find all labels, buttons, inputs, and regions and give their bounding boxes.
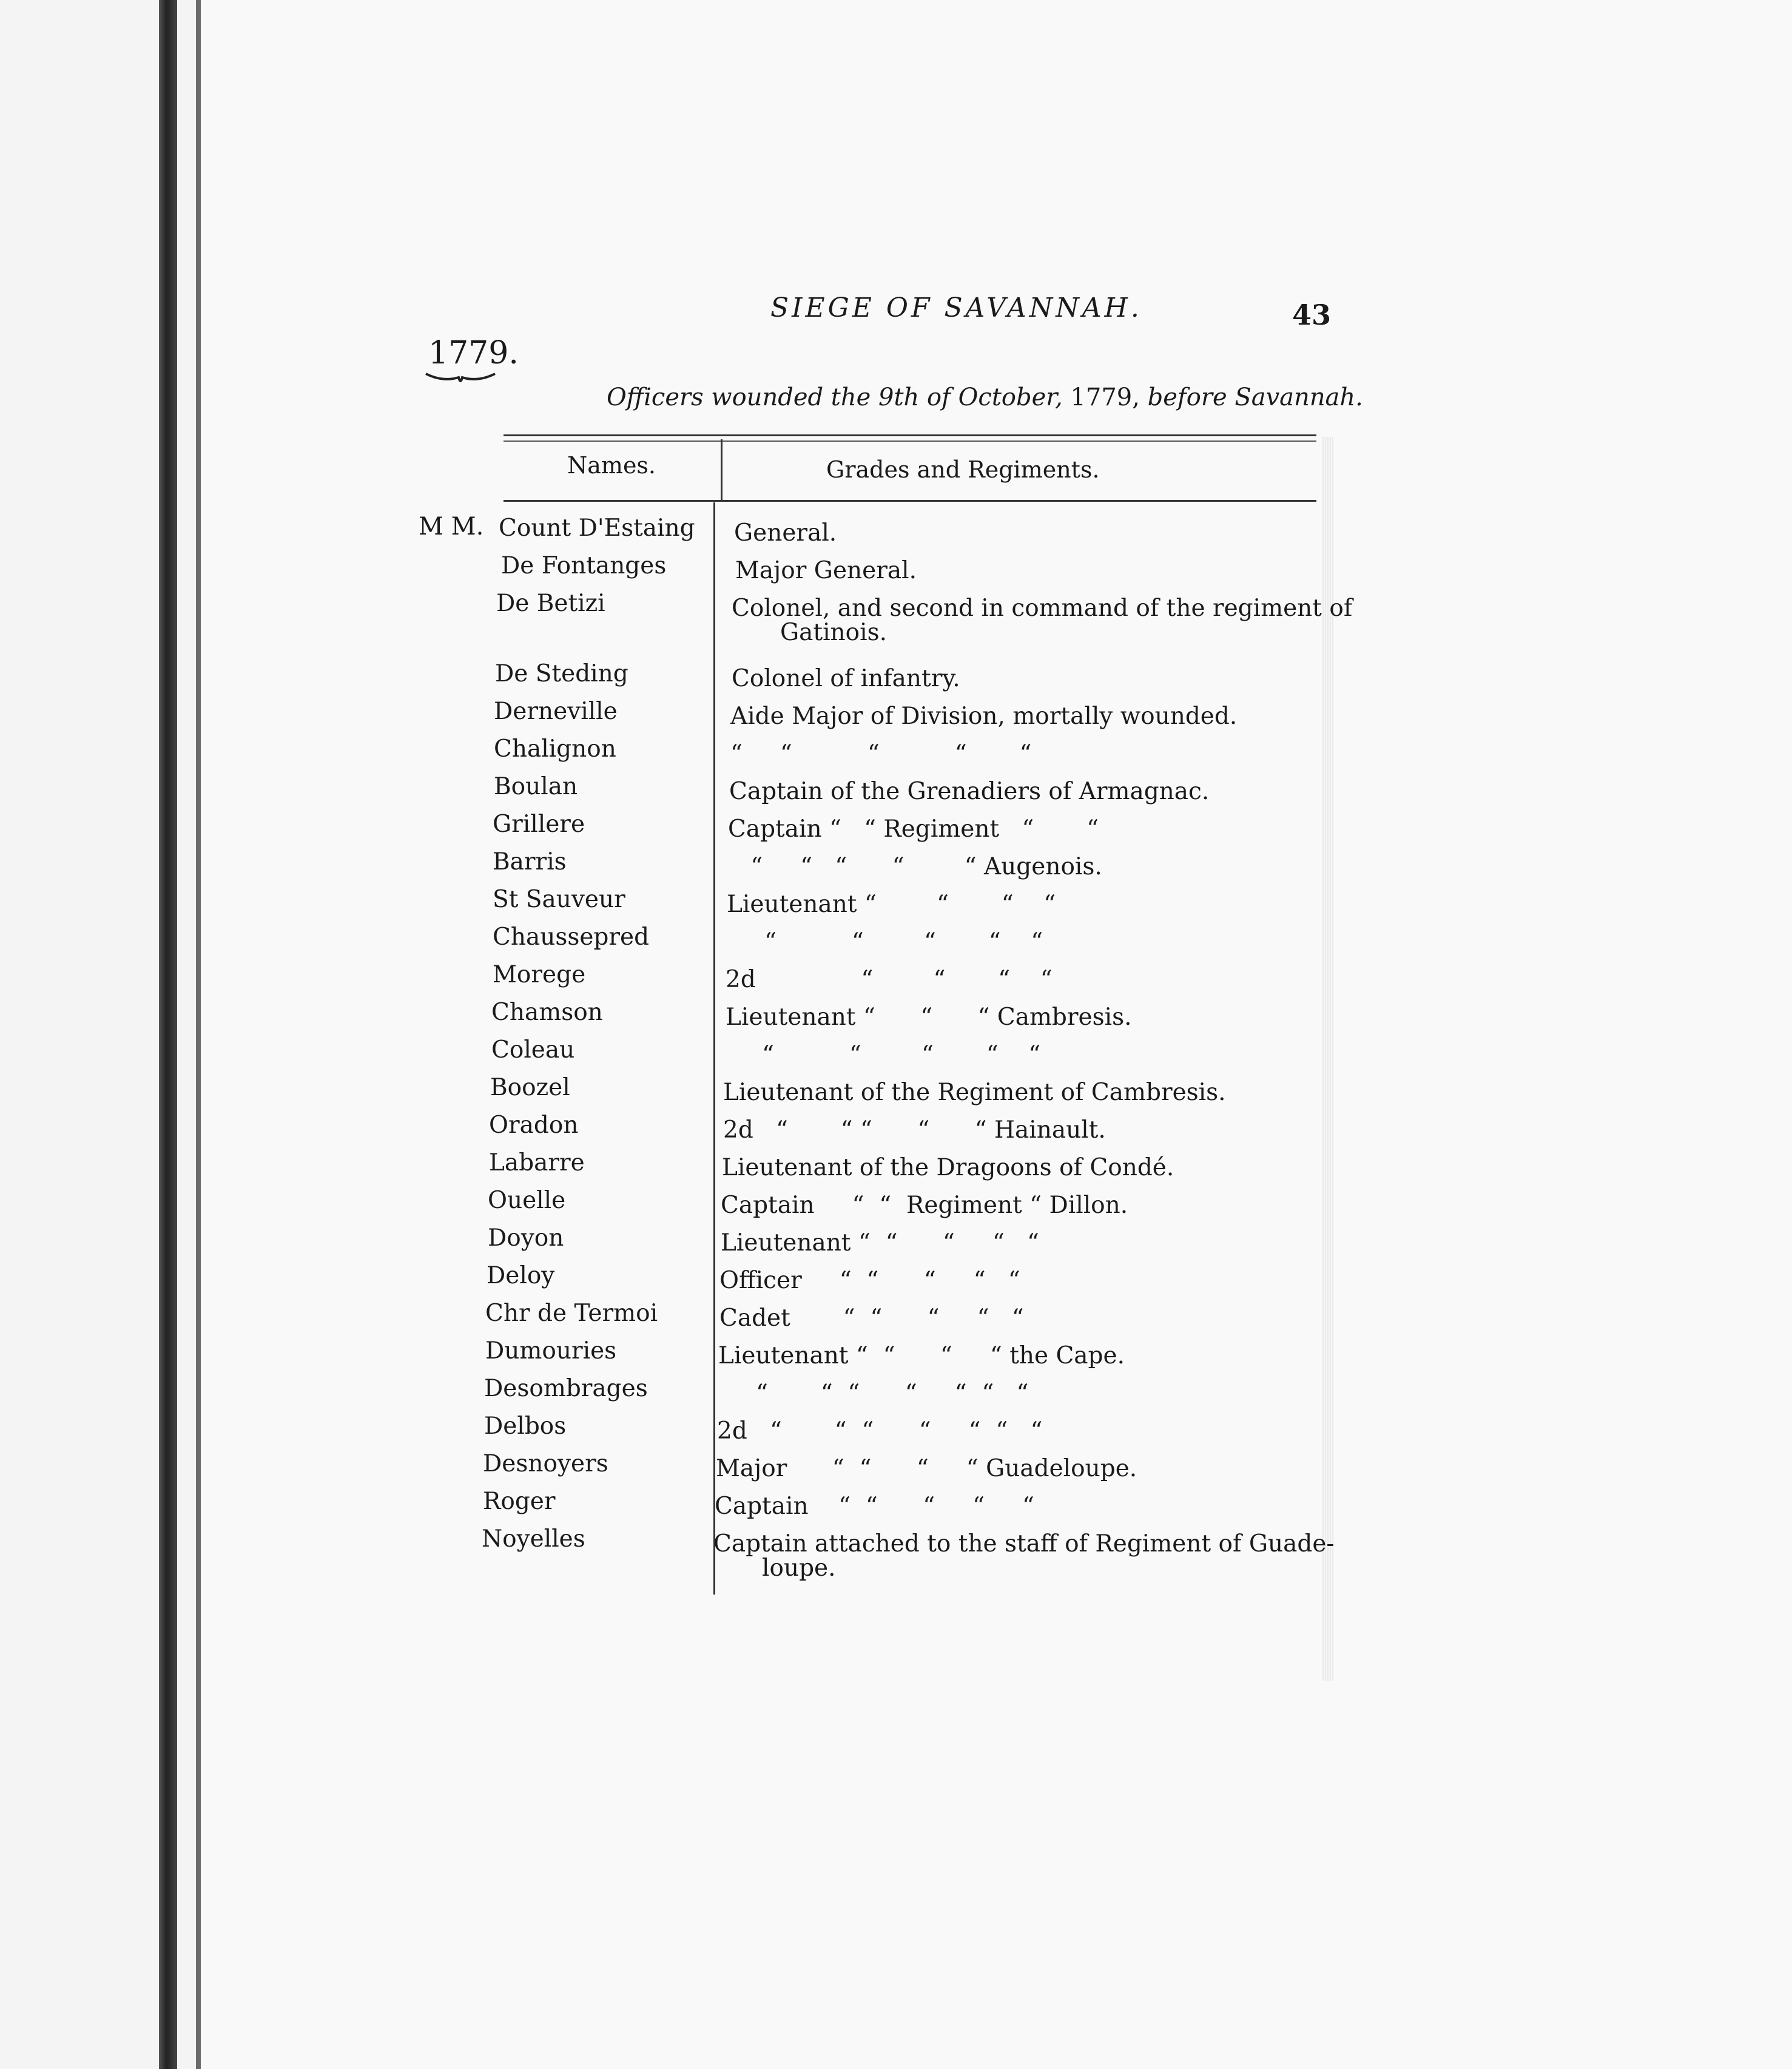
officer-grade: Major General.: [735, 557, 917, 584]
officer-name: Derneville: [494, 698, 618, 725]
table-caption: [607, 383, 1363, 411]
officer-grade: Captain “ “ “ “ “: [715, 1493, 1034, 1520]
table-top-rule: [504, 434, 1316, 436]
officer-grade: 2d “ “ “ “ “ “ “: [717, 1417, 1043, 1445]
officer-name: Doyon: [488, 1224, 564, 1252]
officer-grade: Cadet “ “ “ “ “: [719, 1305, 1024, 1332]
caption-text-2: before Savannah.: [1147, 383, 1363, 411]
table-row: [0, 1413, 1792, 1449]
table-row: [0, 923, 1792, 960]
officer-grade: 2d “ “ “ “ “ Hainault.: [723, 1116, 1106, 1144]
officer-name: Chamson: [491, 999, 603, 1026]
table-row: [0, 961, 1792, 997]
officer-name: Dumouries: [485, 1337, 617, 1365]
officer-name: Coleau: [491, 1036, 575, 1064]
header-bottom-rule: [504, 500, 1316, 502]
officer-name: Noyelles: [482, 1525, 585, 1553]
officer-name: De Betizi: [496, 590, 605, 617]
table-row: [0, 1488, 1792, 1524]
officer-name: Barris: [493, 848, 567, 876]
header-names: Names.: [567, 452, 656, 479]
officer-grade: “ “ “ “ “ “ “: [718, 1380, 1029, 1407]
officer-grade: “ “ “ “ “: [730, 740, 1032, 768]
officer-grade: Lieutenant “ “ “ “ “: [721, 1229, 1039, 1257]
officer-name: Oradon: [489, 1112, 579, 1139]
officer-grade: Lieutenant of the Dragoons of Condé.: [722, 1154, 1174, 1181]
table-row: [0, 1450, 1792, 1487]
officer-grade: “ “ “ “ “: [727, 928, 1043, 956]
officer-grade-continued: Gatinois.: [780, 619, 888, 646]
officer-grade: General.: [734, 519, 837, 547]
officer-name: Count D'Estaing: [499, 515, 695, 542]
officer-grade: Lieutenant “ “ “ Cambresis.: [726, 1004, 1132, 1031]
officer-name: Delbos: [484, 1413, 567, 1440]
officer-grade: Colonel, and second in command of the regiment of: [732, 595, 1353, 622]
table-row: [0, 1262, 1792, 1298]
officer-grade: “ “ “ “ “: [724, 1041, 1041, 1068]
table-row: [0, 735, 1792, 772]
table-row: [0, 1300, 1792, 1336]
officer-name: Roger: [483, 1488, 556, 1515]
table-row: [0, 1036, 1792, 1073]
table-row: [0, 1337, 1792, 1374]
table-row: [0, 1149, 1792, 1186]
officer-grade: Lieutenant “ “ “ “ the Cape.: [718, 1342, 1125, 1369]
officer-grade: Captain of the Grenadiers of Armagnac.: [729, 778, 1210, 805]
officer-grade: Aide Major of Division, mortally wounded.: [730, 703, 1238, 730]
margin-year: 1779.: [428, 335, 519, 371]
officer-grade-continued: loupe.: [762, 1554, 836, 1582]
officer-grade: Captain “ “ Regiment “ “: [728, 815, 1099, 843]
officer-grade: Captain attached to the staff of Regiment of Guade-: [713, 1530, 1335, 1558]
officer-grade: 2d “ “ “ “: [726, 966, 1053, 993]
table-top-rule-thin: [504, 440, 1316, 442]
table-row: [0, 1074, 1792, 1110]
table-row: [0, 698, 1792, 734]
table-row: [0, 1224, 1792, 1261]
officer-name: De Fontanges: [501, 552, 667, 579]
caption-year: 1779,: [1070, 383, 1140, 411]
officer-grade: Captain “ “ Regiment “ Dillon.: [721, 1192, 1128, 1219]
officer-name: Ouelle: [488, 1187, 566, 1214]
officer-name: Labarre: [489, 1149, 585, 1176]
officer-name: De Steding: [495, 660, 628, 687]
table-row: [0, 811, 1792, 847]
officer-name: St Sauveur: [493, 886, 625, 913]
table-row: [0, 1187, 1792, 1223]
table-row: [0, 1525, 1792, 1582]
table-row: [0, 590, 1792, 646]
officer-name: Desombrages: [484, 1375, 648, 1402]
margin-brace-icon: [425, 371, 496, 386]
table-row: [0, 660, 1792, 697]
officer-name: Desnoyers: [483, 1450, 608, 1477]
table-row: [0, 848, 1792, 885]
caption-text-1: Officers wounded the 9th of October,: [607, 383, 1063, 411]
officer-grade: Lieutenant “ “ “ “: [727, 891, 1056, 918]
officer-grade: Lieutenant of the Regiment of Cambresis.: [723, 1079, 1226, 1106]
running-head: SIEGE OF SAVANNAH.: [770, 292, 1142, 323]
header-column-divider: [721, 439, 723, 500]
table-row: [0, 1375, 1792, 1411]
officer-name: Chr de Termoi: [485, 1300, 658, 1327]
officer-name: Chaussepred: [493, 923, 650, 951]
officer-grade: “ “ “ “ “ Augenois.: [728, 853, 1102, 880]
table-row: [0, 552, 1792, 589]
officer-name: Boozel: [490, 1074, 570, 1101]
officer-name: Boulan: [494, 773, 578, 800]
officer-grade: Colonel of infantry.: [732, 665, 960, 692]
officer-name: Morege: [493, 961, 586, 988]
table-row: [0, 773, 1792, 809]
officer-grade: Major “ “ “ “ Guadeloupe.: [716, 1455, 1137, 1482]
officer-name: Deloy: [487, 1262, 555, 1289]
table-row: [0, 1112, 1792, 1148]
officer-name: Chalignon: [494, 735, 616, 763]
table-prefix: M M.: [419, 513, 484, 541]
officer-grade: Officer “ “ “ “ “: [719, 1267, 1020, 1294]
table-row: [0, 999, 1792, 1035]
page-number: 43: [1292, 299, 1332, 331]
officer-name: Grillere: [493, 811, 585, 838]
header-grades: Grades and Regiments.: [826, 456, 1100, 483]
table-row: [0, 515, 1792, 551]
table-row: [0, 886, 1792, 922]
